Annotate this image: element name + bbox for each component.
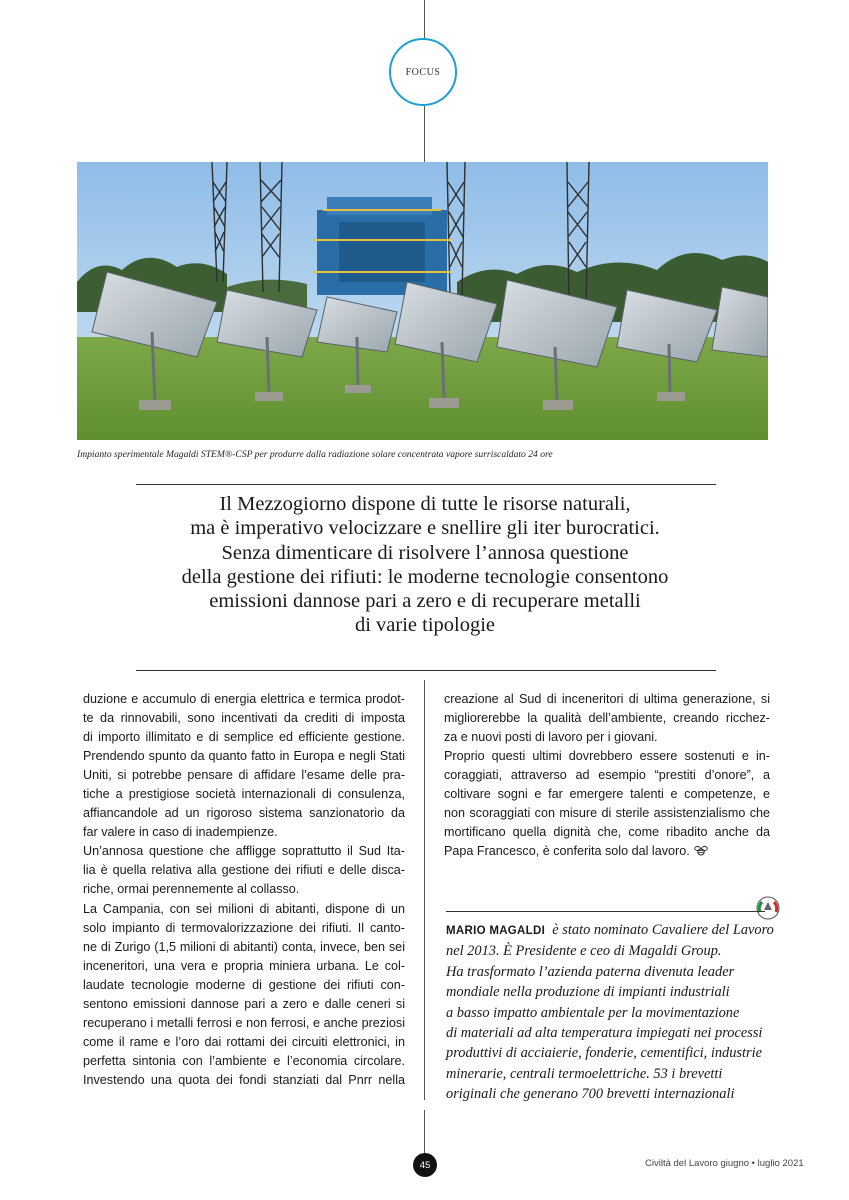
article-line: coraggiati, attraverso ad esempio “prestiti d’onore”, a (444, 768, 770, 783)
article-line: Un’annosa questione che affligge soprattutto il Sud Ita- (83, 844, 405, 859)
article-line: mortificano quella dignità che, come ribadito anche da (444, 825, 770, 840)
article-line: inceneritori, una vera e propria miniera urbana. Le col- (83, 958, 405, 973)
bio-line: mondiale nella produzione di impianti industriali (446, 984, 730, 1001)
header-vertical-line-top (424, 0, 425, 38)
section-label: FOCUS (405, 66, 441, 78)
article-line: migliorerebbe la qualità dell’ambiente, creando ricchez- (444, 711, 770, 726)
article-line: perfetta sintonia con l’ambiente e l’economia circolare. (83, 1053, 405, 1068)
article-line: riche, ormai perennemente al collasso. (83, 882, 300, 897)
pullquote-line: Il Mezzogiorno dispone di tutte le risorse naturali, (219, 493, 631, 515)
article-line: Uniti, si potrebbe pensare di affidare l’esame delle pra- (83, 768, 405, 783)
author-bio (446, 920, 776, 1105)
article-line: Proprio questi ultimi dovrebbero essere sostenuti e in- (444, 749, 770, 764)
pullquote (120, 492, 730, 638)
article-line: non scoraggiati con misure di sterile assistenzialismo che (444, 806, 770, 821)
pullquote-line: di varie tipologie (354, 614, 496, 637)
bio-line: nel 2013. È Presidente e ceo di Magaldi Group. (446, 943, 722, 960)
pullquote-bottom-rule (136, 670, 716, 671)
page-number: 45 (413, 1153, 437, 1177)
article-line: lia è quella relativa alla gestione dei rifiuti e delle disca- (83, 863, 405, 878)
bio-line: di materiali ad alta temperatura impiegati nei processi (446, 1025, 763, 1042)
article-line: tiche a prestigiose società internazionali di consulenza, (83, 787, 405, 802)
bio-line: è stato nominato Cavaliere del Lavoro (552, 922, 774, 938)
article-line: far valere in caso di inadempienze. (83, 825, 278, 840)
article-line: recuperano i metalli ferrosi e non ferrosi, e anche preziosi (83, 1015, 405, 1030)
bio-line: Ha trasformato l’azienda paterna divenuta leader (446, 963, 735, 980)
column-divider (424, 680, 425, 1100)
pullquote-line: emissioni dannose pari a zero e di recuperare metalli (209, 590, 641, 613)
article-line: sentono emissioni dannose pari a zero e dalle ceneri si (83, 996, 405, 1011)
bio-first-line (446, 920, 776, 941)
bio-line: a basso impatto ambientale per la movimentazione (446, 1004, 740, 1021)
article-line: creazione al Sud di inceneritori di ultima generazione, si (444, 692, 770, 706)
publication-footer: Civiltà del Lavoro giugno • luglio 2021 (645, 1158, 804, 1169)
article-left-column (83, 690, 405, 1090)
article-line: Papa Francesco, è conferita solo dal lavoro. (444, 844, 690, 859)
section-badge (389, 38, 457, 106)
article-line: te da rinnovabili, sono incentivati da crediti di imposta (83, 711, 405, 726)
pullquote-line: Senza dimenticare di risolvere l’annosa questione (221, 541, 629, 564)
pullquote-top-rule (136, 484, 716, 485)
author-name: MARIO MAGALDI (446, 925, 546, 937)
article-line: affiancandole ad un rigoroso sistema sanzionatorio da (83, 806, 405, 821)
bio-line: produttivi di acciaierie, fonderie, cementifici, industrie (446, 1045, 762, 1062)
pullquote-line: della gestione dei rifiuti: le moderne tecnologie consentono (181, 565, 669, 588)
cavalieri-del-lavoro-emblem-icon (756, 896, 780, 920)
solar-plant-photo (77, 162, 768, 440)
article-line: laudate tecnologie moderne di gestione dei rifiuti con- (83, 977, 405, 992)
bio-line: originali che generano 700 brevetti internazionali (446, 1086, 735, 1103)
article-line: duzione e accumulo di energia elettrica e termica prodot- (83, 692, 405, 706)
photo-caption: Impianto sperimentale Magaldi STEM®-CSP per produrre dalla radiazione solare concentrata vapore surriscaldato 24 ore (77, 449, 553, 460)
article-line: Investendo una quota dei fondi stanziati dal Pnrr nella (83, 1072, 405, 1087)
article-line: coltivare sogni e far emergere talenti e competenze, e (444, 787, 770, 802)
article-line: solo impianto di termovalorizzazione dei rifiuti. Il canto- (83, 920, 405, 935)
bio-top-rule (446, 911, 765, 912)
article-line: Prendendo spunto da quanto fatto in Europa e negli Stati (83, 749, 405, 764)
article-line: za e nuovi posti di lavoro per i giovani. (444, 730, 658, 745)
article-right-column (444, 690, 770, 861)
article-line: La Campania, con sei milioni di abitanti, dispone di un (83, 901, 405, 916)
article-line: come il rame e l’oro dai rottami dei circuiti elettronici, in (83, 1034, 405, 1049)
footer-vertical-line (424, 1110, 425, 1153)
bio-line: minerarie, centrali termoelettriche. 53 i brevetti (446, 1065, 723, 1082)
pullquote-line: ma è imperativo velocizzare e snellire gli iter burocratici. (190, 517, 660, 540)
article-last-line (444, 842, 770, 861)
article-line: ne di Zurigo (1,5 milioni di abitanti) conta, invece, ben sei (83, 939, 405, 954)
article-line: di importo illimitato e di semplice ed efficiente gestione. (83, 730, 405, 745)
header-vertical-line-bottom (424, 106, 425, 162)
bee-end-mark-icon (694, 845, 708, 856)
